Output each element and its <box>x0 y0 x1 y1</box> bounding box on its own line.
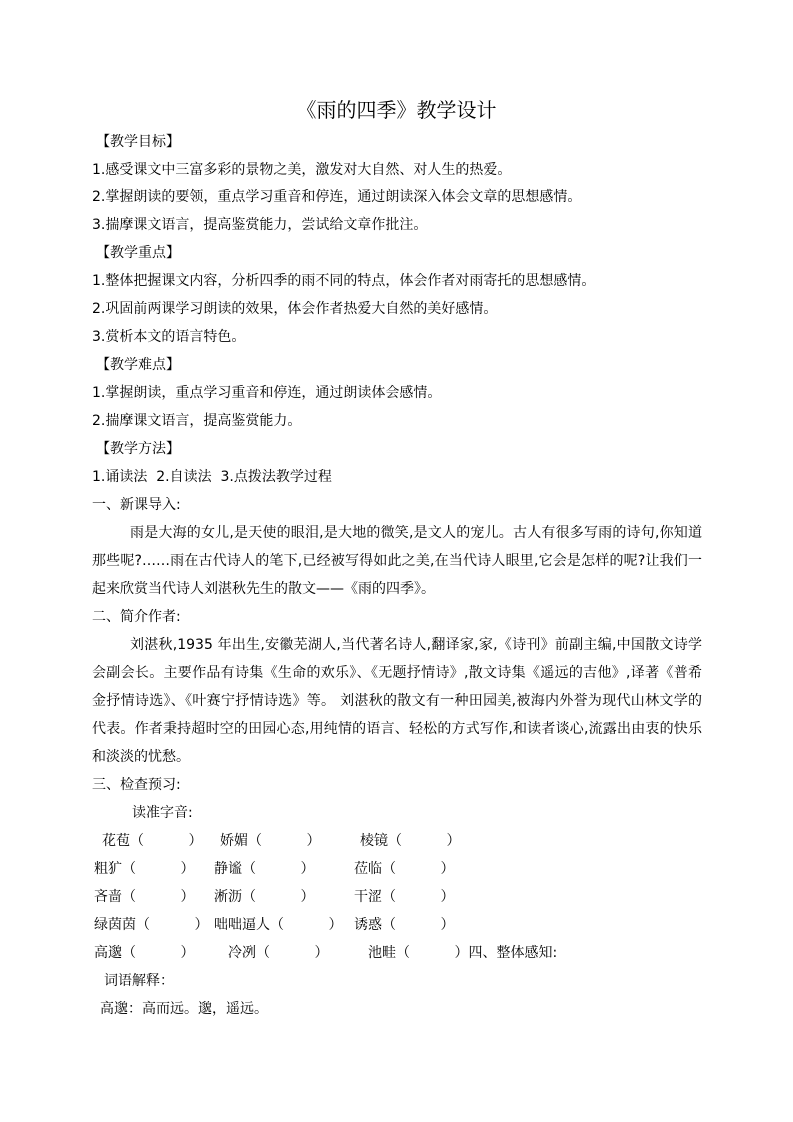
pronunciation-item: 冷冽（ ） <box>228 945 329 961</box>
difficulty-item: 1.掌握朗读，重点学习重音和停连，通过朗读体会感情。 <box>92 385 442 401</box>
methods-text: 1.诵读法 2.自读法 3.点拨法教学过程 <box>92 469 332 485</box>
key-points-heading: 【教学重点】 <box>96 245 180 261</box>
difficulties-heading: 【教学难点】 <box>96 357 180 373</box>
pronunciation-item: 淅沥（ ） <box>214 889 315 905</box>
pronunciation-subheading: 读准字音: <box>132 805 193 821</box>
pronunciation-item: 莅临（ ） <box>354 861 455 877</box>
pronunciation-item: 棱镜（ ） <box>360 833 461 849</box>
document-title: 《雨的四季》教学设计 <box>296 98 497 122</box>
pronunciation-item: 吝啬（ ） <box>94 889 195 905</box>
vocab-heading: 词语解释： <box>104 973 174 989</box>
key-point-item: 3.赏析本文的语言特色。 <box>92 329 246 345</box>
pronunciation-item: 干涩（ ） <box>354 889 455 905</box>
pronunciation-item: 咄咄逼人（ ） <box>214 917 343 933</box>
methods-heading: 【教学方法】 <box>96 441 180 457</box>
section-heading: 二、简介作者: <box>92 609 181 625</box>
pronunciation-item: 娇媚（ ） <box>220 833 321 849</box>
pronunciation-item: 绿茵茵（ ） <box>94 917 209 933</box>
pronunciation-item: 粗犷（ ） <box>94 861 195 877</box>
pronunciation-item: 诱惑（ ） <box>354 917 455 933</box>
objective-item: 2.掌握朗读的要领，重点学习重音和停连，通过朗读深入体会文章的思想感情。 <box>92 189 582 205</box>
section-heading: 一、新课导入: <box>92 497 181 513</box>
key-point-item: 2.巩固前两课学习朗读的效果，体会作者热爱大自然的美好感情。 <box>92 301 498 317</box>
intro-paragraph: 雨是大海的女儿,是天使的眼泪,是大地的微笑,是文人的宠儿。古人有很多写雨的诗句,你知道那些呢?……雨在古代诗人的笔下,已经被写得如此之美,在当代诗人眼里,它会是怎样的呢?让我们一起来欣赏当代诗人刘湛秋先生的散文——《雨的四季》。 <box>92 525 702 597</box>
pronunciation-item: 高邈（ ） <box>94 945 195 961</box>
pronunciation-item: 池畦（ ）四、整体感知: <box>368 945 558 961</box>
objective-item: 3.揣摩课文语言，提高鉴赏能力，尝试给文章作批注。 <box>92 217 428 233</box>
objective-item: 1.感受课文中三富多彩的景物之美，激发对大自然、对人生的热爱。 <box>92 162 512 178</box>
section-heading: 三、检查预习: <box>92 777 181 793</box>
pronunciation-item: 花苞（ ） <box>102 833 203 849</box>
pronunciation-item: 静谧（ ） <box>214 861 315 877</box>
key-point-item: 1.整体把握课文内容，分析四季的雨不同的特点，体会作者对雨寄托的思想感情。 <box>92 273 596 289</box>
author-paragraph: 刘湛秋,1935 年出生,安徽芜湖人,当代著名诗人,翻译家,家,《诗刊》前副主编,中国散文诗学会副会长。主要作品有诗集《生命的欢乐》、《无题抒情诗》,散文诗集《遥远的吉他》,译著《普希金抒情诗选》、《叶赛宁抒情诗选》等。 刘湛秋的散文有一种田园美,被海内外誉为现代山林文学的代表。作者秉持超时空的田园心态,用纯情的语言、轻松的方式写作,和读者谈心,流露出由衷的快乐和淡淡的忧愁。 <box>92 637 702 765</box>
objectives-heading: 【教学目标】 <box>96 134 180 150</box>
difficulty-item: 2.揣摩课文语言，提高鉴赏能力。 <box>92 413 302 429</box>
vocab-item: 高邈：高而远。邈，遥远。 <box>100 1001 268 1017</box>
